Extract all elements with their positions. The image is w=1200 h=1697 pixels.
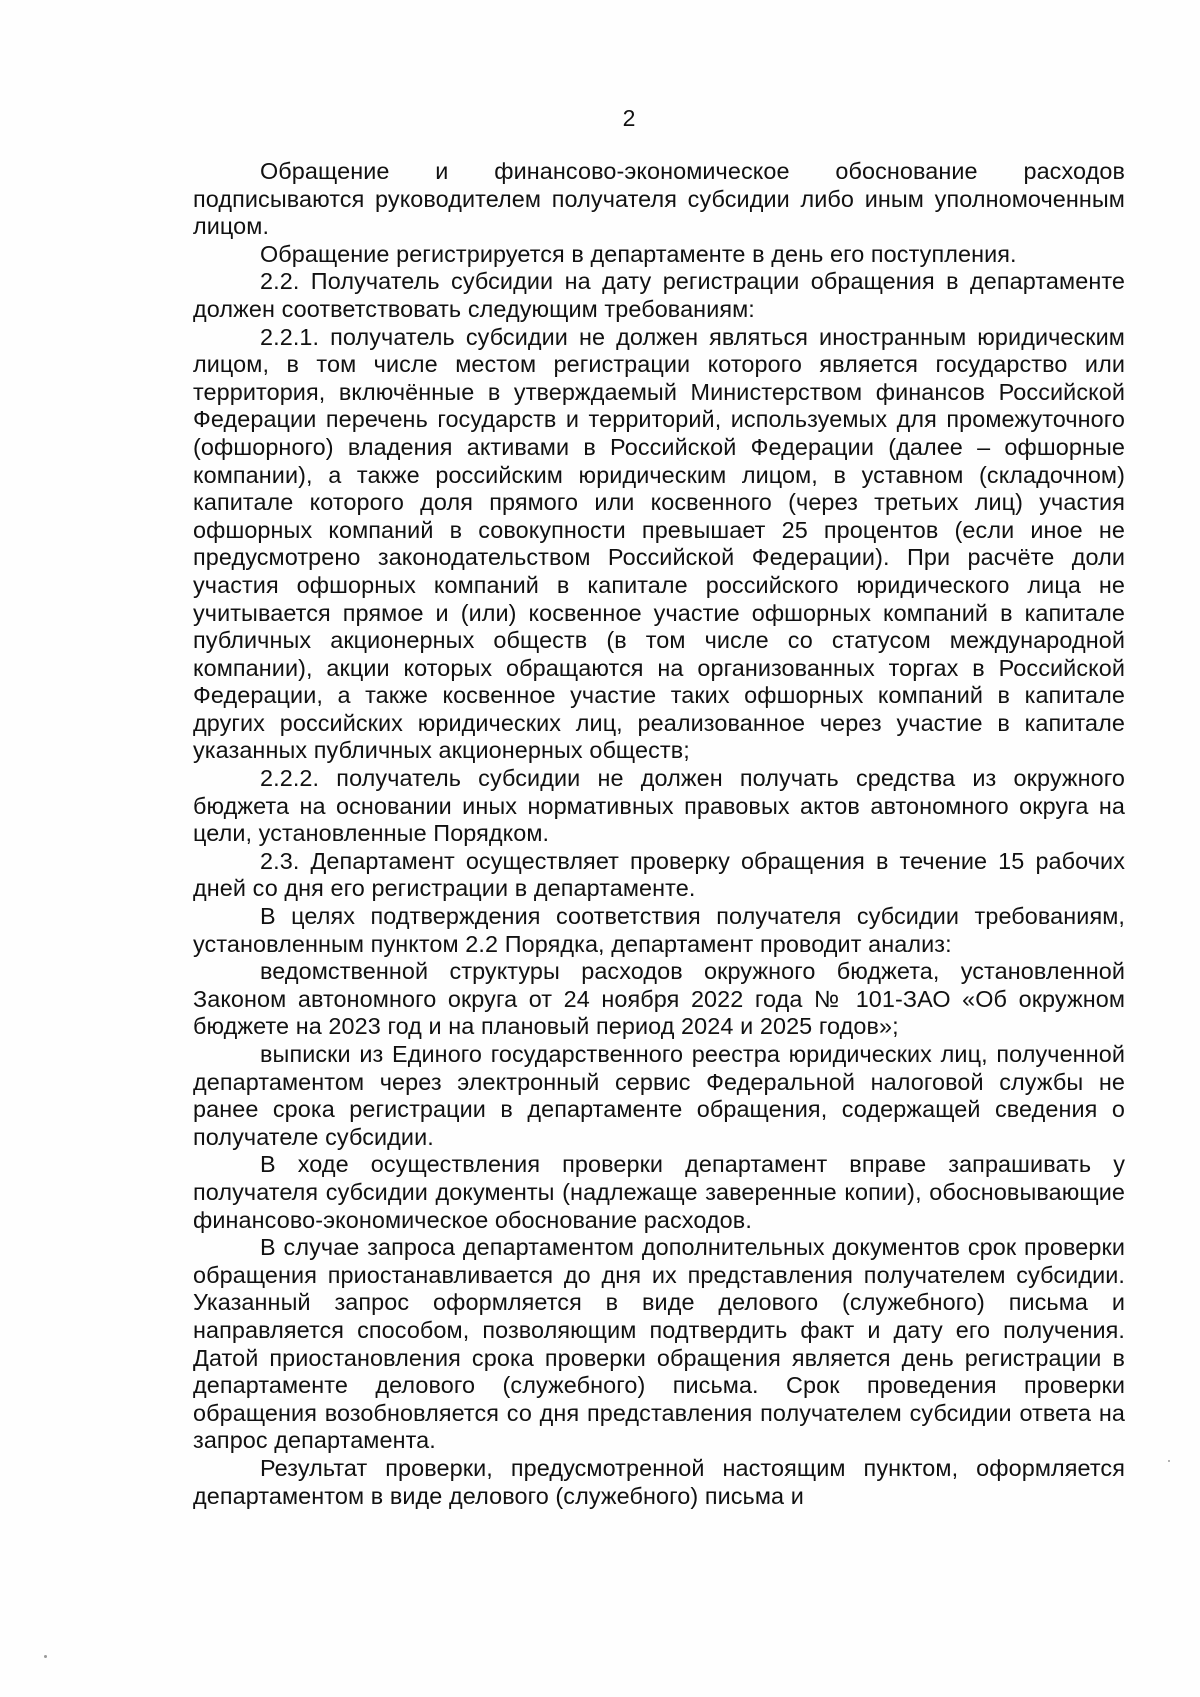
paragraph-signing: Обращение и финансово-экономическое обоснование расходов подписываются руководителем получателя субсидии либо иным уполномоченным лицом.	[193, 158, 1125, 240]
document-body	[193, 158, 1125, 1510]
paragraph-2-2-1: 2.2.1. получатель субсидии не должен являться иностранным юридическим лицом, в том числе местом регистрации которого является государство или территория, включённые в утверждаемый Министерством финансов Российской Федерации перечень государств и территорий, используемых для промежуточного (офшорного) владения активами в Российской Федерации (далее – офшорные компании), а также российским юридическим лицом, в уставном (складочном) капитале которого доля прямого или косвенного (через третьих лиц) участия офшорных компаний в совокупности превышает 25 процентов (если иное не предусмотрено законодательством Российской Федерации). При расчёте доли участия офшорных компаний в капитале российского юридического лица не учитывается прямое и (или) косвенное участие офшорных компаний в капитале публичных акционерных обществ (в том числе со статусом международной компании), акции которых обращаются на организованных торгах в Российской Федерации, а также косвенное участие таких офшорных компаний в капитале других российских юридических лиц, реализованное через участие в капитале указанных публичных акционерных обществ;	[193, 323, 1125, 764]
paragraph-2-2-2: 2.2.2. получатель субсидии не должен получать средства из окружного бюджета на основании иных нормативных правовых актов автономного округа на цели, установленные Порядком.	[193, 765, 1125, 847]
paragraph-confirmation-analysis: В целях подтверждения соответствия получателя субсидии требованиям, установленным пунктом 2.2 Порядка, департамент проводит анализ:	[193, 903, 1125, 957]
paragraph-registration: Обращение регистрируется в департаменте в день его поступления.	[260, 240, 1017, 267]
paragraph-suspension: В случае запроса департаментом дополнительных документов срок проверки обращения приостанавливается до дня их представления получателем субсидии. Указанный запрос оформляется в виде делового (служебного) письма и направляется способом, позволяющим подтвердить факт и дату его получения. Датой приостановления срока проверки обращения является день регистрации в департаменте делового (служебного) письма. Срок проведения проверки обращения возобновляется со дня представления получателем субсидии ответа на запрос департамента.	[193, 1234, 1125, 1454]
page-number: 2	[622, 105, 636, 131]
scan-speck-mark	[1168, 1460, 1170, 1462]
paragraph-budget-structure: ведомственной структуры расходов окружного бюджета, установленной Законом автономного округа от 24 ноября 2022 года № 101-ЗАО «Об окружном бюджете на 2023 год и на плановый период 2024 и 2025 годов»;	[193, 958, 1125, 1040]
paragraph-result: Результат проверки, предусмотренной настоящим пунктом, оформляется департаментом в виде делового (служебного) письма и	[193, 1454, 1125, 1509]
paragraph-2-2: 2.2. Получатель субсидии на дату регистрации обращения в департаменте должен соответствовать следующим требованиям:	[193, 268, 1125, 322]
paragraph-request-documents: В ходе осуществления проверки департамент вправе запрашивать у получателя субсидии документы (надлежаще заверенные копии), обосновывающие финансово-экономическое обоснование расходов.	[193, 1151, 1125, 1233]
paragraph-egrul-extract: выписки из Единого государственного реестра юридических лиц, полученной департаментом через электронный сервис Федеральной налоговой службы не ранее срока регистрации в департаменте обращения, содержащей сведения о получателе субсидии.	[193, 1041, 1125, 1150]
paragraph-2-3: 2.3. Департамент осуществляет проверку обращения в течение 15 рабочих дней со дня его регистрации в департаменте.	[193, 847, 1125, 902]
scan-speck-mark	[44, 1655, 47, 1658]
